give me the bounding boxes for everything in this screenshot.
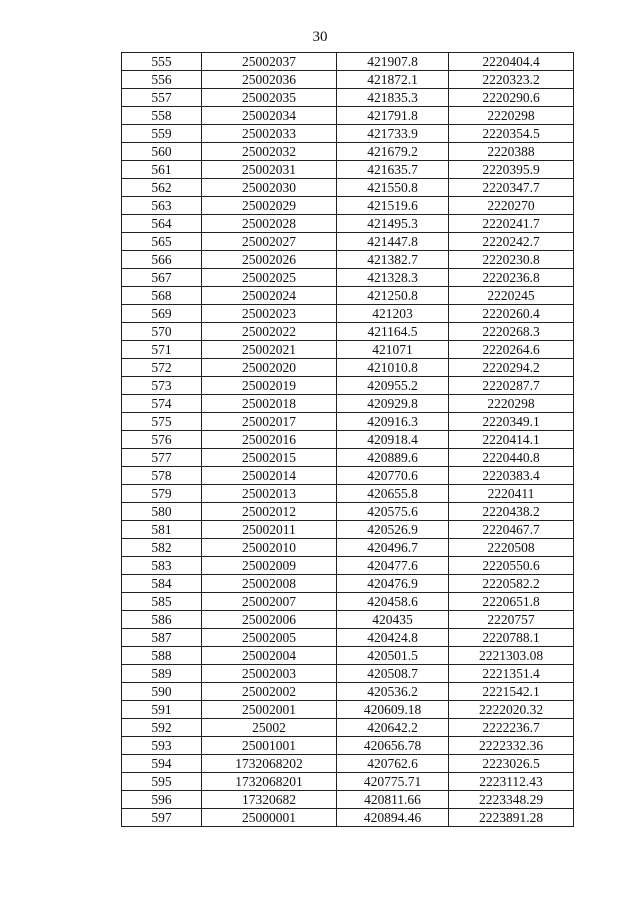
y-coordinate-cell: 2220349.1 [449, 413, 574, 431]
point-id-cell: 25002007 [202, 593, 337, 611]
point-id-cell: 25002036 [202, 71, 337, 89]
table-row [122, 647, 574, 665]
y-coordinate-cell: 2221542.1 [449, 683, 574, 701]
table-row [122, 287, 574, 305]
y-coordinate-cell: 2220241.7 [449, 215, 574, 233]
point-id-cell: 25002002 [202, 683, 337, 701]
y-coordinate-cell: 2220383.4 [449, 467, 574, 485]
point-number-cell: 558 [122, 107, 202, 125]
point-number-cell: 573 [122, 377, 202, 395]
page-number: 30 [312, 29, 328, 45]
table-row [122, 125, 574, 143]
point-number-cell: 564 [122, 215, 202, 233]
y-coordinate-cell: 2220264.6 [449, 341, 574, 359]
point-id-cell: 17320682 [202, 791, 337, 809]
point-number-cell: 572 [122, 359, 202, 377]
point-id-cell: 25002017 [202, 413, 337, 431]
table-row [122, 377, 574, 395]
y-coordinate-cell: 2222020.32 [449, 701, 574, 719]
point-id-cell: 25002003 [202, 665, 337, 683]
point-number-cell: 585 [122, 593, 202, 611]
y-coordinate-cell: 2220242.7 [449, 233, 574, 251]
y-coordinate-cell: 2223891.28 [449, 809, 574, 827]
x-coordinate-cell: 421519.6 [337, 197, 449, 215]
x-coordinate-cell: 421791.8 [337, 107, 449, 125]
point-number-cell: 562 [122, 179, 202, 197]
y-coordinate-cell: 2220294.2 [449, 359, 574, 377]
point-id-cell: 25002016 [202, 431, 337, 449]
point-number-cell: 584 [122, 575, 202, 593]
table-row [122, 737, 574, 755]
y-coordinate-cell: 2220290.6 [449, 89, 574, 107]
x-coordinate-cell: 420955.2 [337, 377, 449, 395]
table-row [122, 161, 574, 179]
x-coordinate-cell: 420916.3 [337, 413, 449, 431]
y-coordinate-cell: 2220440.8 [449, 449, 574, 467]
table-row [122, 665, 574, 683]
point-id-cell: 25002 [202, 719, 337, 737]
point-number-cell: 569 [122, 305, 202, 323]
point-id-cell: 25002021 [202, 341, 337, 359]
x-coordinate-cell: 421071 [337, 341, 449, 359]
y-coordinate-cell: 2220236.8 [449, 269, 574, 287]
point-number-cell: 597 [122, 809, 202, 827]
point-number-cell: 561 [122, 161, 202, 179]
point-id-cell: 25002004 [202, 647, 337, 665]
table-row [122, 431, 574, 449]
point-id-cell: 25002006 [202, 611, 337, 629]
x-coordinate-cell: 420889.6 [337, 449, 449, 467]
x-coordinate-cell: 421495.3 [337, 215, 449, 233]
point-number-cell: 575 [122, 413, 202, 431]
x-coordinate-cell: 420918.4 [337, 431, 449, 449]
point-number-cell: 576 [122, 431, 202, 449]
x-coordinate-cell: 421550.8 [337, 179, 449, 197]
y-coordinate-cell: 2220508 [449, 539, 574, 557]
x-coordinate-cell: 420476.9 [337, 575, 449, 593]
table-row [122, 809, 574, 827]
table-row [122, 233, 574, 251]
x-coordinate-cell: 420655.8 [337, 485, 449, 503]
table-row [122, 269, 574, 287]
point-number-cell: 582 [122, 539, 202, 557]
y-coordinate-cell: 2220245 [449, 287, 574, 305]
y-coordinate-cell: 2220298 [449, 107, 574, 125]
table-row [122, 467, 574, 485]
table-row [122, 755, 574, 773]
point-id-cell: 25002008 [202, 575, 337, 593]
x-coordinate-cell: 420508.7 [337, 665, 449, 683]
y-coordinate-cell: 2220323.2 [449, 71, 574, 89]
y-coordinate-cell: 2220230.8 [449, 251, 574, 269]
x-coordinate-cell: 421250.8 [337, 287, 449, 305]
point-number-cell: 580 [122, 503, 202, 521]
point-number-cell: 589 [122, 665, 202, 683]
table-row [122, 323, 574, 341]
point-number-cell: 560 [122, 143, 202, 161]
x-coordinate-cell: 421328.3 [337, 269, 449, 287]
x-coordinate-cell: 420435 [337, 611, 449, 629]
y-coordinate-cell: 2220270 [449, 197, 574, 215]
x-coordinate-cell: 421835.3 [337, 89, 449, 107]
point-id-cell: 25002005 [202, 629, 337, 647]
x-coordinate-cell: 421164.5 [337, 323, 449, 341]
x-coordinate-cell: 420501.5 [337, 647, 449, 665]
x-coordinate-cell: 420894.46 [337, 809, 449, 827]
point-id-cell: 25002015 [202, 449, 337, 467]
point-number-cell: 555 [122, 53, 202, 71]
y-coordinate-cell: 2221303.08 [449, 647, 574, 665]
x-coordinate-cell: 421382.7 [337, 251, 449, 269]
x-coordinate-cell: 420526.9 [337, 521, 449, 539]
point-number-cell: 593 [122, 737, 202, 755]
point-id-cell: 25002012 [202, 503, 337, 521]
table-row [122, 575, 574, 593]
point-number-cell: 592 [122, 719, 202, 737]
point-number-cell: 557 [122, 89, 202, 107]
point-id-cell: 25002025 [202, 269, 337, 287]
y-coordinate-cell: 2220260.4 [449, 305, 574, 323]
table-row [122, 611, 574, 629]
y-coordinate-cell: 2220438.2 [449, 503, 574, 521]
x-coordinate-cell: 420770.6 [337, 467, 449, 485]
y-coordinate-cell: 2220550.6 [449, 557, 574, 575]
table-row [122, 629, 574, 647]
y-coordinate-cell: 2223112.43 [449, 773, 574, 791]
y-coordinate-cell: 2220354.5 [449, 125, 574, 143]
point-id-cell: 25002029 [202, 197, 337, 215]
table-row [122, 791, 574, 809]
x-coordinate-cell: 421679.2 [337, 143, 449, 161]
table-row [122, 359, 574, 377]
point-number-cell: 586 [122, 611, 202, 629]
point-id-cell: 25002034 [202, 107, 337, 125]
y-coordinate-cell: 2220411 [449, 485, 574, 503]
table-row [122, 485, 574, 503]
x-coordinate-cell: 420609.18 [337, 701, 449, 719]
table-row [122, 593, 574, 611]
point-number-cell: 563 [122, 197, 202, 215]
x-coordinate-cell: 420477.6 [337, 557, 449, 575]
table-row [122, 71, 574, 89]
point-number-cell: 581 [122, 521, 202, 539]
y-coordinate-cell: 2220268.3 [449, 323, 574, 341]
point-id-cell: 25002022 [202, 323, 337, 341]
y-coordinate-cell: 2221351.4 [449, 665, 574, 683]
table-row [122, 503, 574, 521]
table-row [122, 413, 574, 431]
table-row [122, 89, 574, 107]
x-coordinate-cell: 420536.2 [337, 683, 449, 701]
x-coordinate-cell: 420762.6 [337, 755, 449, 773]
x-coordinate-cell: 421733.9 [337, 125, 449, 143]
x-coordinate-cell: 421872.1 [337, 71, 449, 89]
point-number-cell: 596 [122, 791, 202, 809]
table-row [122, 557, 574, 575]
point-id-cell: 25002001 [202, 701, 337, 719]
point-id-cell: 25002023 [202, 305, 337, 323]
point-number-cell: 565 [122, 233, 202, 251]
point-number-cell: 574 [122, 395, 202, 413]
y-coordinate-cell: 2223026.5 [449, 755, 574, 773]
y-coordinate-cell: 2222236.7 [449, 719, 574, 737]
table-row [122, 395, 574, 413]
y-coordinate-cell: 2222332.36 [449, 737, 574, 755]
point-id-cell: 25002024 [202, 287, 337, 305]
point-number-cell: 587 [122, 629, 202, 647]
table-row [122, 107, 574, 125]
x-coordinate-cell: 420575.6 [337, 503, 449, 521]
y-coordinate-cell: 2220467.7 [449, 521, 574, 539]
point-id-cell: 25002020 [202, 359, 337, 377]
point-id-cell: 25002018 [202, 395, 337, 413]
point-id-cell: 25002009 [202, 557, 337, 575]
point-id-cell: 1732068201 [202, 773, 337, 791]
point-number-cell: 590 [122, 683, 202, 701]
y-coordinate-cell: 2220757 [449, 611, 574, 629]
table-row [122, 449, 574, 467]
point-number-cell: 567 [122, 269, 202, 287]
point-number-cell: 559 [122, 125, 202, 143]
point-number-cell: 579 [122, 485, 202, 503]
point-id-cell: 25002028 [202, 215, 337, 233]
point-id-cell: 25002030 [202, 179, 337, 197]
point-id-cell: 25002026 [202, 251, 337, 269]
point-id-cell: 25002035 [202, 89, 337, 107]
point-id-cell: 25002032 [202, 143, 337, 161]
point-id-cell: 25001001 [202, 737, 337, 755]
y-coordinate-cell: 2220298 [449, 395, 574, 413]
x-coordinate-cell: 421203 [337, 305, 449, 323]
table-row [122, 539, 574, 557]
table-row [122, 215, 574, 233]
x-coordinate-cell: 421635.7 [337, 161, 449, 179]
y-coordinate-cell: 2220287.7 [449, 377, 574, 395]
point-number-cell: 594 [122, 755, 202, 773]
y-coordinate-cell: 2220788.1 [449, 629, 574, 647]
point-id-cell: 25002010 [202, 539, 337, 557]
point-id-cell: 25002031 [202, 161, 337, 179]
y-coordinate-cell: 2220404.4 [449, 53, 574, 71]
x-coordinate-cell: 420642.2 [337, 719, 449, 737]
point-number-cell: 588 [122, 647, 202, 665]
table-row [122, 521, 574, 539]
y-coordinate-cell: 2220582.2 [449, 575, 574, 593]
point-id-cell: 25002019 [202, 377, 337, 395]
table-row [122, 179, 574, 197]
point-number-cell: 568 [122, 287, 202, 305]
point-number-cell: 570 [122, 323, 202, 341]
table-row [122, 251, 574, 269]
point-id-cell: 25002027 [202, 233, 337, 251]
table-row [122, 773, 574, 791]
table-row [122, 305, 574, 323]
point-id-cell: 25002014 [202, 467, 337, 485]
x-coordinate-cell: 420656.78 [337, 737, 449, 755]
x-coordinate-cell: 421447.8 [337, 233, 449, 251]
table-body [122, 53, 574, 827]
x-coordinate-cell: 420929.8 [337, 395, 449, 413]
y-coordinate-cell: 2220347.7 [449, 179, 574, 197]
x-coordinate-cell: 420811.66 [337, 791, 449, 809]
table-row [122, 683, 574, 701]
x-coordinate-cell: 420424.8 [337, 629, 449, 647]
table-row [122, 53, 574, 71]
point-number-cell: 595 [122, 773, 202, 791]
point-id-cell: 1732068202 [202, 755, 337, 773]
point-number-cell: 556 [122, 71, 202, 89]
point-number-cell: 577 [122, 449, 202, 467]
table-row [122, 701, 574, 719]
y-coordinate-cell: 2220395.9 [449, 161, 574, 179]
point-id-cell: 25002037 [202, 53, 337, 71]
x-coordinate-cell: 420496.7 [337, 539, 449, 557]
y-coordinate-cell: 2223348.29 [449, 791, 574, 809]
x-coordinate-cell: 420458.6 [337, 593, 449, 611]
point-number-cell: 566 [122, 251, 202, 269]
y-coordinate-cell: 2220388 [449, 143, 574, 161]
point-number-cell: 578 [122, 467, 202, 485]
point-number-cell: 571 [122, 341, 202, 359]
x-coordinate-cell: 421907.8 [337, 53, 449, 71]
x-coordinate-cell: 420775.71 [337, 773, 449, 791]
coordinates-table [121, 52, 574, 827]
point-number-cell: 583 [122, 557, 202, 575]
point-number-cell: 591 [122, 701, 202, 719]
x-coordinate-cell: 421010.8 [337, 359, 449, 377]
point-id-cell: 25002011 [202, 521, 337, 539]
point-id-cell: 25000001 [202, 809, 337, 827]
point-id-cell: 25002033 [202, 125, 337, 143]
y-coordinate-cell: 2220414.1 [449, 431, 574, 449]
table-row [122, 143, 574, 161]
table-row [122, 197, 574, 215]
y-coordinate-cell: 2220651.8 [449, 593, 574, 611]
point-id-cell: 25002013 [202, 485, 337, 503]
table-row [122, 719, 574, 737]
table-row [122, 341, 574, 359]
